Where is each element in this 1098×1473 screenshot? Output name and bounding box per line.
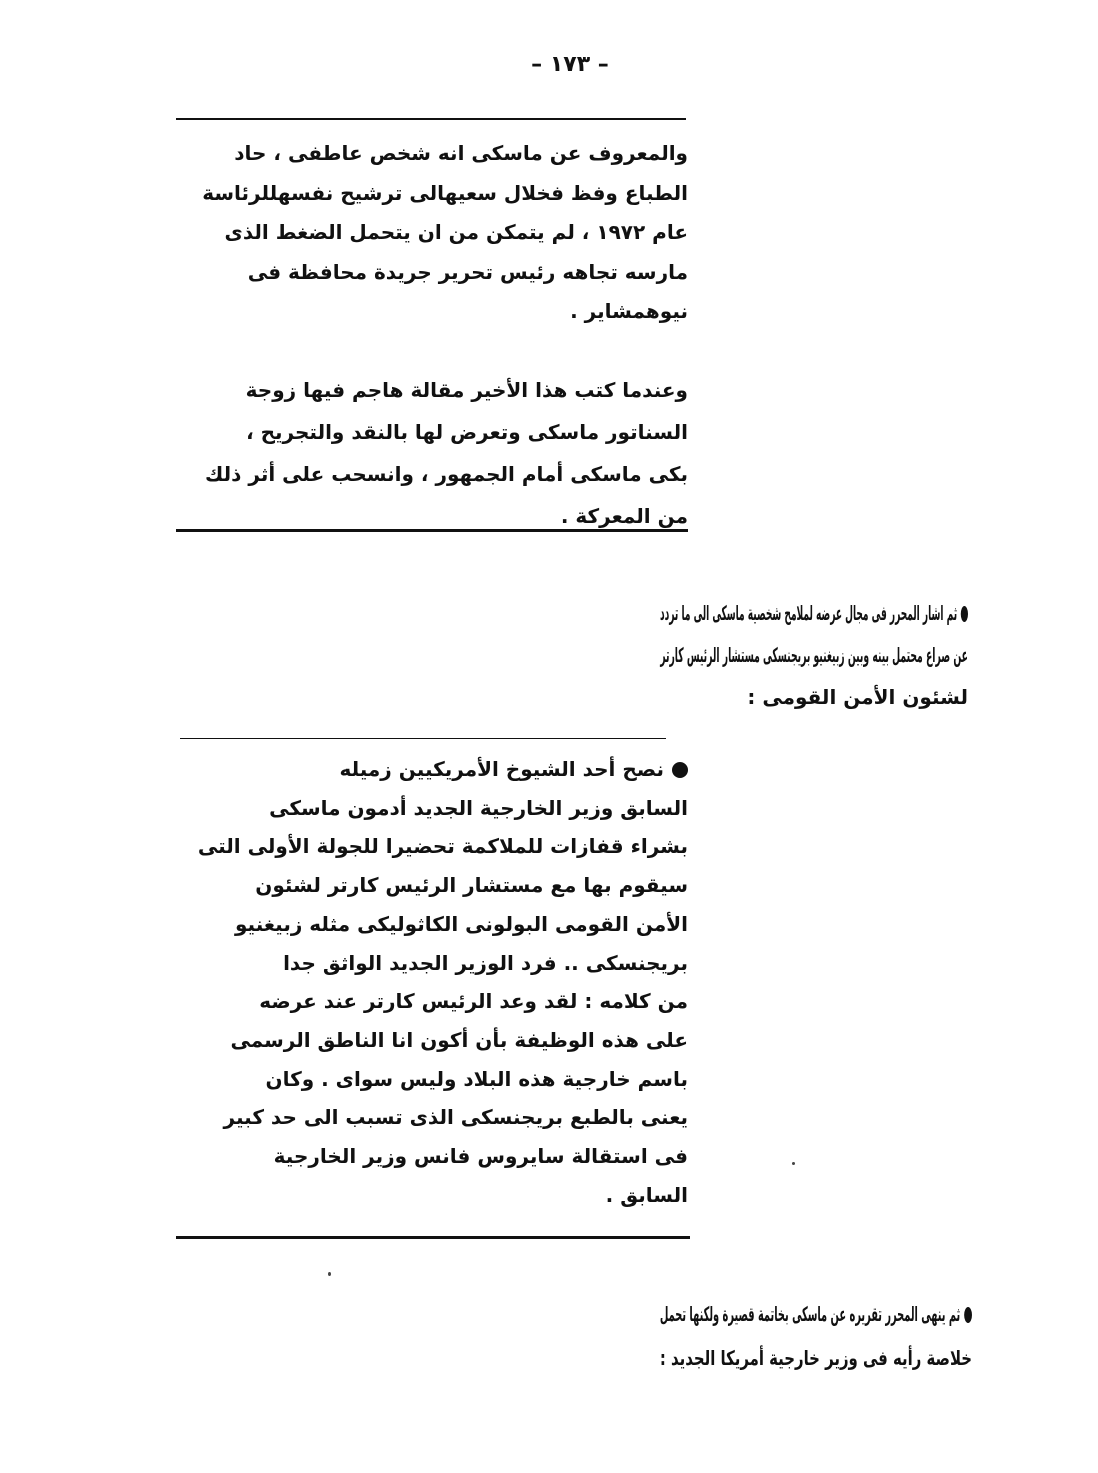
paragraph-line: السناتور ماسكى وتعرض لها بالنقد والتجريح ،	[246, 420, 688, 444]
scan-speck	[792, 1162, 795, 1165]
paragraph-line: نصح أحد الشيوخ الأمريكيين زميله	[176, 750, 688, 789]
scan-speck	[328, 1272, 331, 1276]
paragraph-line: من كلامه : لقد وعد الرئيس كارتر عند عرضه	[259, 989, 688, 1014]
paragraph-line: سيقوم بها مع مستشار الرئيس كارتر لشئون	[255, 873, 688, 898]
paragraph-line: عن صراع محتمل بينه وبين زبيغنيو بريجنسكى مستشار الرئيس كارتر	[660, 643, 968, 667]
paragraph-line: نيوهمشاير .	[570, 299, 688, 323]
paragraph-line: الطباع وفظ فخلال سعيهالى ترشيح نفسهللرئاسة	[202, 180, 688, 205]
paragraph-line: والمعروف عن ماسكى انه شخص عاطفى ، حاد	[234, 141, 688, 165]
top-rule	[176, 118, 686, 120]
paragraph-line: بريجنسكى .. فرد الوزير الجديد الواثق جدا	[283, 950, 688, 975]
paragraph-line: بشراء قفازات للملاكمة تحضيرا للجولة الأولى التى	[197, 834, 688, 859]
paragraph-3	[660, 592, 968, 718]
paragraph-1	[176, 134, 688, 332]
paragraph-4	[176, 750, 688, 1214]
paragraph-line: السابق وزير الخارجية الجديد أدمون ماسكى	[269, 795, 688, 820]
paragraph-line: فى استقالة سايروس فانس وزير الخارجية	[273, 1144, 688, 1169]
section-rule	[176, 529, 688, 532]
bullet-icon	[961, 606, 968, 622]
quote-bottom-rule	[176, 1236, 690, 1239]
paragraph-line: على هذه الوظيفة بأن أكون انا الناطق الرسمى	[230, 1027, 688, 1052]
paragraph-line: عام ١٩٧٢ ، لم يتمكن من ان يتحمل الضغط الذى	[224, 220, 688, 244]
paragraph-line: ثم اشار المحرر فى مجال عرضه لملامح شخصية ماسكى الى ما تردد	[829, 592, 968, 634]
paragraph-line: يعنى بالطبع بريجنسكى الذى تسبب الى حد كبير	[223, 1105, 688, 1130]
paragraph-2	[176, 369, 688, 537]
paragraph-line: الأمن القومى البولونى الكاثوليكى مثله زبيغنيو	[235, 911, 688, 936]
quote-top-rule	[180, 738, 666, 739]
bullet-icon	[964, 1307, 972, 1323]
paragraph-5	[660, 1292, 972, 1380]
paragraph-line: مارسه تجاهه رئيس تحرير جريدة محافظة فى	[247, 259, 688, 284]
paragraph-line: لشئون الأمن القومى :	[747, 685, 968, 709]
paragraph-line: باسم خارجية هذه البلاد وليس سواى . وكان	[265, 1066, 688, 1091]
page-number: – ١٧٣ –	[531, 52, 609, 77]
paragraph-line: بكى ماسكى أمام الجمهور ، وانسحب على أثر ذلك	[205, 462, 688, 486]
bullet-icon	[672, 762, 688, 778]
paragraph-line: السابق .	[605, 1182, 688, 1207]
paragraph-line: ثم ينهى المحرر تقريره عن ماسكى بخاتمة قصيرة ولكنها تحمل	[819, 1292, 972, 1336]
paragraph-line: خلاصة رأيه فى وزير خارجية أمريكا الجديد :	[659, 1346, 972, 1370]
paragraph-line: من المعركة .	[560, 504, 688, 528]
paragraph-line: وعندما كتب هذا الأخير مقالة هاجم فيها زوجة	[245, 378, 688, 402]
